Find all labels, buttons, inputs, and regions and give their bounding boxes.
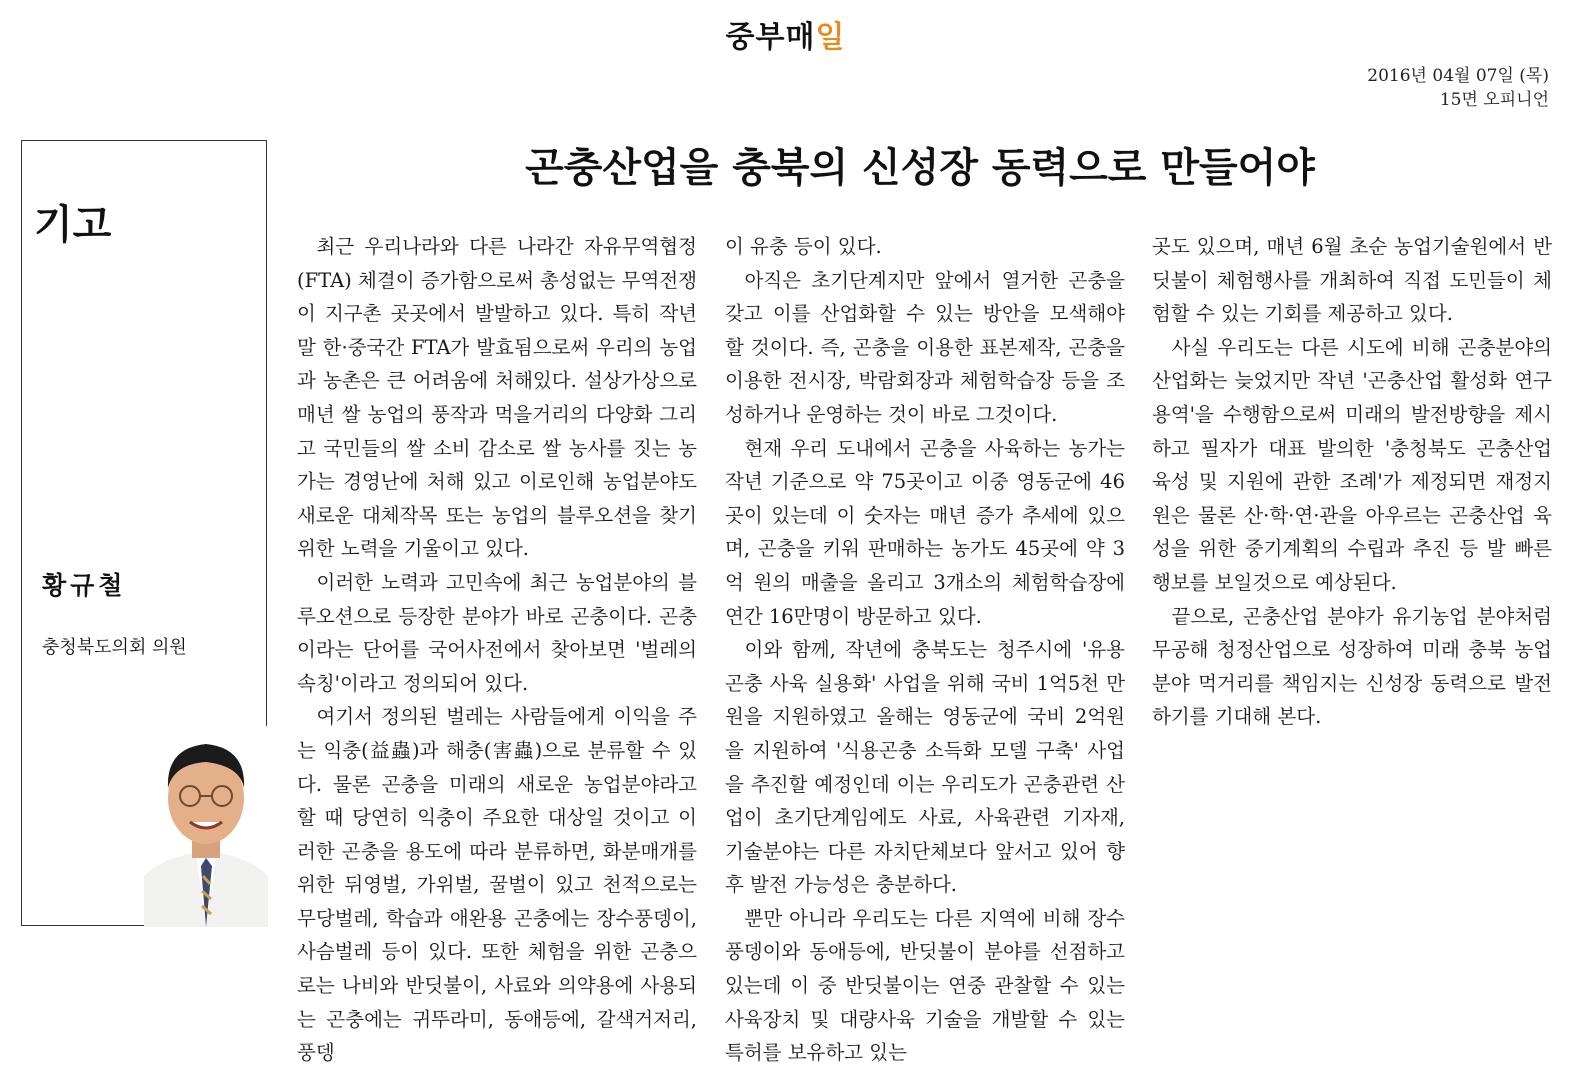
author-sidebar xyxy=(21,140,267,926)
paragraph: 여기서 정의된 벌레는 사람들에게 이익을 주는 익충(益蟲)과 해충(害蟲)으로 분류할 수 있다. 물론 곤충을 미래의 새로운 농업분야라고 할 때 당연히 익충이 주요한 대상일 것이고 이러한 곤충을 용도에 따라 분류하면, 화분매개를 위한 뒤영벌, 가위벌, 꿀벌이 있고 천적으로는 무당벌레, 학습과 애완용 곤충에는 장수풍뎅이, 사슴벌레 등이 있다. 또한 체험을 위한 곤충으로는 나비와 반딧불이, 사료와 의약용에 사용되는 곤충에는 귀뚜라미, 동애등에, 갈색거저리, 풍뎅 xyxy=(297,705,697,1065)
paragraph: 끝으로, 곤충산업 분야가 유기농업 분야처럼 무공해 청정산업으로 성장하여 미래 충북 농업분야 먹거리를 책임지는 신성장 동력으로 발전하기를 기대해 본다. xyxy=(1152,604,1552,729)
dateline xyxy=(1367,64,1549,112)
publication-date: 2016년 04월 07일 (목) xyxy=(1367,66,1549,86)
section-label: 기고 xyxy=(34,202,112,248)
masthead-accent: 일 xyxy=(815,20,846,55)
article-column-1 xyxy=(297,230,697,1065)
author-portrait xyxy=(144,726,268,927)
article-headline: 곤충산업을 충북의 신성장 동력으로 만들어야 xyxy=(525,145,1315,191)
paragraph: 이러한 노력과 고민속에 최근 농업분야의 블루오션으로 등장한 분야가 바로 곤충이다. 곤충이라는 단어를 국어사전에서 찾아보면 '벌레의 속칭'이라고 정의되어 있다. xyxy=(297,570,697,695)
page-section: 15면 오피니언 xyxy=(1439,90,1549,110)
paragraph: 최근 우리나라와 다른 나라간 자유무역협정(FTA) 체결이 증가함으로써 총성없는 무역전쟁이 지구촌 곳곳에서 발발하고 있다. 특히 작년 말 한·중국간 FTA가 발효됨으로써 우리의 농업과 농촌은 큰 어려움에 처해있다. 설상가상으로 매년 쌀 농업의 풍작과 먹을거리의 다양화 그리고 국민들의 쌀 소비 감소로 쌀 농사를 짓는 농가는 경영난에 처해 있고 이로인해 농업분야도 새로운 대체작목 또는 농업의 블루오션을 찾기 위한 노력을 기울이고 있다. xyxy=(297,235,697,561)
paragraph: 아직은 초기단계지만 앞에서 열거한 곤충을 갖고 이를 산업화할 수 있는 방안을 모색해야 할 것이다. 즉, 곤충을 이용한 표본제작, 곤충을 이용한 전시장, 박람회장과 체험학습장 등을 조성하거나 운영하는 것이 바로 그것이다. xyxy=(725,268,1125,426)
paragraph: 이와 함께, 작년에 충북도는 청주시에 '유용곤충 사육 실용화' 사업을 위해 국비 1억5천 만원을 지원하였고 올해는 영동군에 국비 2억원을 지원하여 '식용곤충 소득화 모델 구축' 사업을 추진할 예정인데 이는 우리도가 곤충관련 산업이 초기단계임에도 사료, 사육관련 기자재, 기술분야는 다른 자치단체보다 앞서고 있어 향후 발전 가능성은 충분하다. xyxy=(725,638,1125,897)
paragraph: 사실 우리도는 다른 시도에 비해 곤충분야의 산업화는 늦었지만 작년 '곤충산업 활성화 연구용역'을 수행함으로써 미래의 발전방향을 제시하고 필자가 대표 발의한 '충청북도 곤충산업 육성 및 지원에 관한 조례'가 제정되면 재정지원은 물론 산·학·연·관을 아우르는 곤충산업 육성을 위한 중기계획의 수립과 추진 등 발 빠른 행보를 보일것으로 예상된다. xyxy=(1152,335,1552,594)
author-name: 황규철 xyxy=(42,571,127,600)
article-column-2 xyxy=(725,230,1125,1065)
masthead-name: 중부매 xyxy=(725,20,816,55)
author-title: 충청북도의회 의원 xyxy=(42,637,187,658)
paragraph-continued: 이 유충 등이 있다. xyxy=(725,235,882,258)
newspaper-masthead xyxy=(0,12,1571,56)
paragraph-continued: 곳도 있으며, 매년 6월 초순 농업기술원에서 반딧불이 체험행사를 개최하여 직접 도민들이 체험할 수 있는 기회를 제공하고 있다. xyxy=(1152,235,1552,326)
paragraph: 현재 우리 도내에서 곤충을 사육하는 농가는 작년 기준으로 약 75곳이고 이중 영동군에 46곳이 있는데 이 숫자는 매년 증가 추세에 있으며, 곤충을 키워 판매하는 농가도 45곳에 약 3억 원의 매출을 올리고 3개소의 체험학습장에 연간 16만명이 방문하고 있다. xyxy=(725,436,1125,628)
article-column-3 xyxy=(1152,230,1552,930)
paragraph: 뿐만 아니라 우리도는 다른 지역에 비해 장수풍뎅이와 동애등에, 반딧불이 분야를 선점하고 있는데 이 중 반딧불이는 연중 관찰할 수 있는 사육장치 및 대량사육 기술을 개발할 수 있는 특허를 보유하고 있는 xyxy=(725,906,1125,1065)
